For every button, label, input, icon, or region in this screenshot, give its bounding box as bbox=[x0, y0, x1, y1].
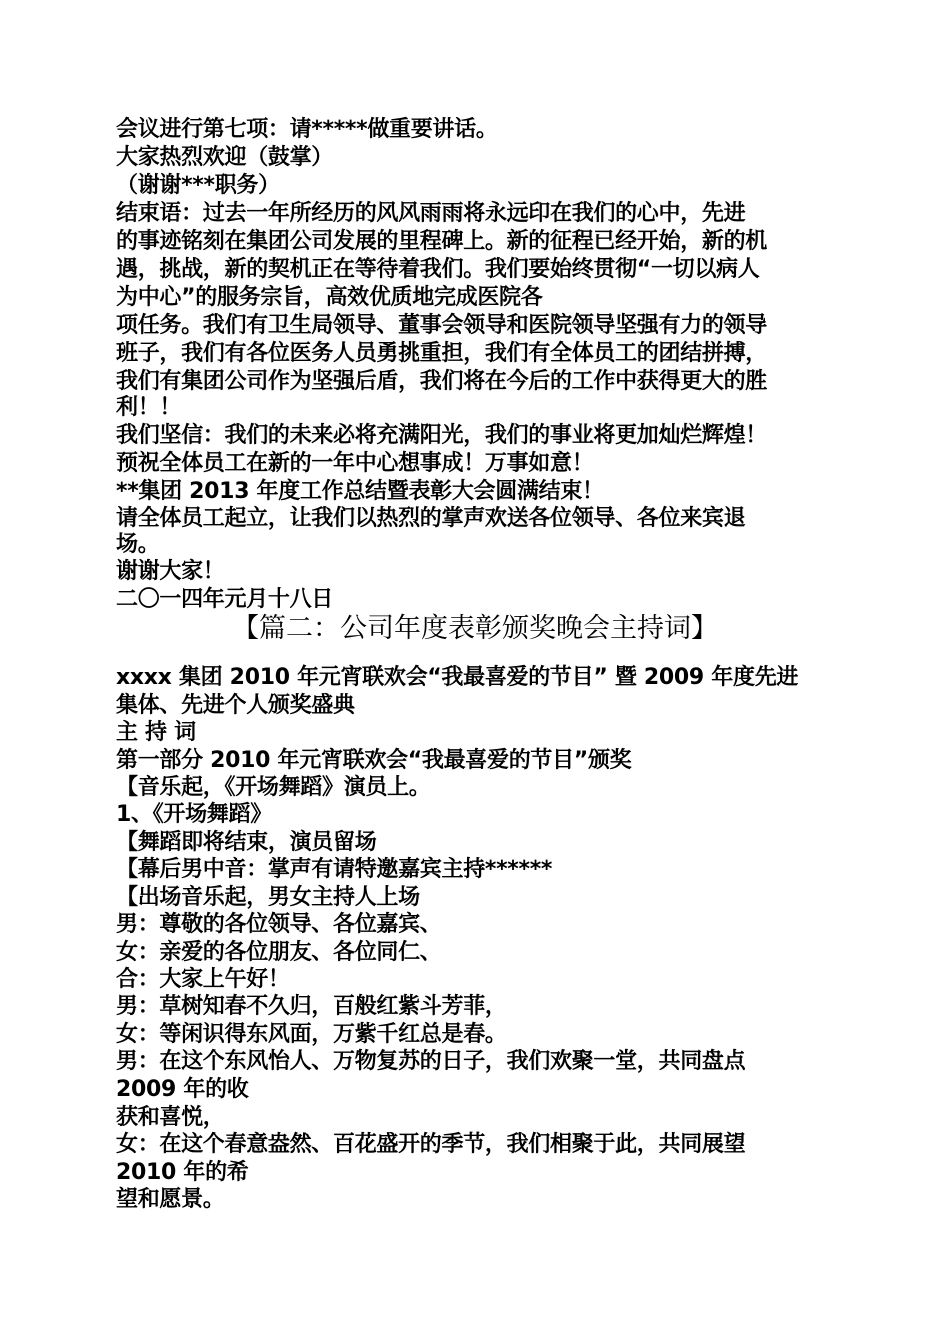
text-line: 遇，挑战，新的契机正在等待着我们。我们要始终贯彻“一切以病人 bbox=[116, 257, 760, 282]
text-line: 谢谢大家！ bbox=[116, 559, 225, 584]
text-line: 女：在这个春意盎然、百花盛开的季节，我们相聚于此，共同展望 bbox=[116, 1132, 746, 1157]
text-line: 1、《开场舞蹈》 bbox=[116, 802, 272, 827]
section-heading: 【篇二：公司年度表彰颁奖晚会主持词】 bbox=[232, 613, 718, 644]
text-line: 利！！ bbox=[116, 395, 182, 420]
text-line: 请全体员工起立，让我们以热烈的掌声欢送各位领导、各位来宾退 bbox=[116, 506, 746, 531]
text-line: 望和愿景。 bbox=[116, 1187, 225, 1212]
text-line: （谢谢***职务） bbox=[116, 173, 280, 198]
text-line: 【舞蹈即将结束，演员留场 bbox=[116, 830, 377, 855]
text-line: 2010 年的希 bbox=[116, 1160, 249, 1185]
text-line: 场。 bbox=[116, 532, 160, 557]
text-line: 【幕后男中音：掌声有请特邀嘉宾主持****** bbox=[116, 857, 553, 882]
text-line: 女：等闲识得东风面，万紫千红总是春。 bbox=[116, 1022, 507, 1047]
text-line: 女：亲爱的各位朋友、各位同仁、 bbox=[116, 940, 442, 965]
text-line: 大家热烈欢迎（鼓掌） bbox=[116, 145, 334, 170]
text-line: xxxx 集团 2010 年元宵联欢会“我最喜爱的节目” 暨 2009 年度先进 bbox=[116, 665, 799, 690]
text-line: 会议进行第七项：请*****做重要讲话。 bbox=[116, 117, 498, 142]
text-line: 获和喜悦， bbox=[116, 1105, 225, 1130]
text-line: 的事迹铭刻在集团公司发展的里程碑上。新的征程已经开始，新的机 bbox=[116, 229, 768, 254]
text-line: **集团 2013 年度工作总结暨表彰大会圆满结束！ bbox=[116, 479, 604, 504]
text-line: 合：大家上午好！ bbox=[116, 967, 290, 992]
text-line: 【出场音乐起，男女主持人上场 bbox=[116, 885, 420, 910]
text-line: 预祝全体员工在新的一年中心想事成！万事如意！ bbox=[116, 451, 594, 476]
text-line: 我们有集团公司作为坚强后盾，我们将在今后的工作中获得更大的胜 bbox=[116, 369, 768, 394]
text-line: 项任务。我们有卫生局领导、董事会领导和医院领导坚强有力的领导 bbox=[116, 313, 768, 338]
text-line: 主 持 词 bbox=[116, 720, 196, 745]
date-line: 二〇一四年元月十八日 bbox=[116, 587, 334, 612]
text-line: 【音乐起，《开场舞蹈》演员上。 bbox=[116, 775, 431, 800]
text-line: 为中心”的服务宗旨，高效优质地完成医院各 bbox=[116, 285, 543, 310]
text-line: 第一部分 2010 年元宵联欢会“我最喜爱的节目”颁奖 bbox=[116, 748, 632, 773]
text-line: 男：尊敬的各位领导、各位嘉宾、 bbox=[116, 912, 442, 937]
text-line: 我们坚信：我们的未来必将充满阳光，我们的事业将更加灿烂辉煌！ bbox=[116, 423, 768, 448]
text-line: 班子，我们有各位医务人员勇挑重担，我们有全体员工的团结拼搏， bbox=[116, 341, 768, 366]
text-line: 集体、先进个人颁奖盛典 bbox=[116, 693, 355, 718]
text-line: 2009 年的收 bbox=[116, 1077, 249, 1102]
text-line: 男：草树知春不久归，百般红紫斗芳菲， bbox=[116, 994, 507, 1019]
text-line: 男：在这个东风怡人、万物复苏的日子，我们欢聚一堂，共同盘点 bbox=[116, 1049, 746, 1074]
text-line: 结束语：过去一年所经历的风风雨雨将永远印在我们的心中，先进 bbox=[116, 201, 746, 226]
